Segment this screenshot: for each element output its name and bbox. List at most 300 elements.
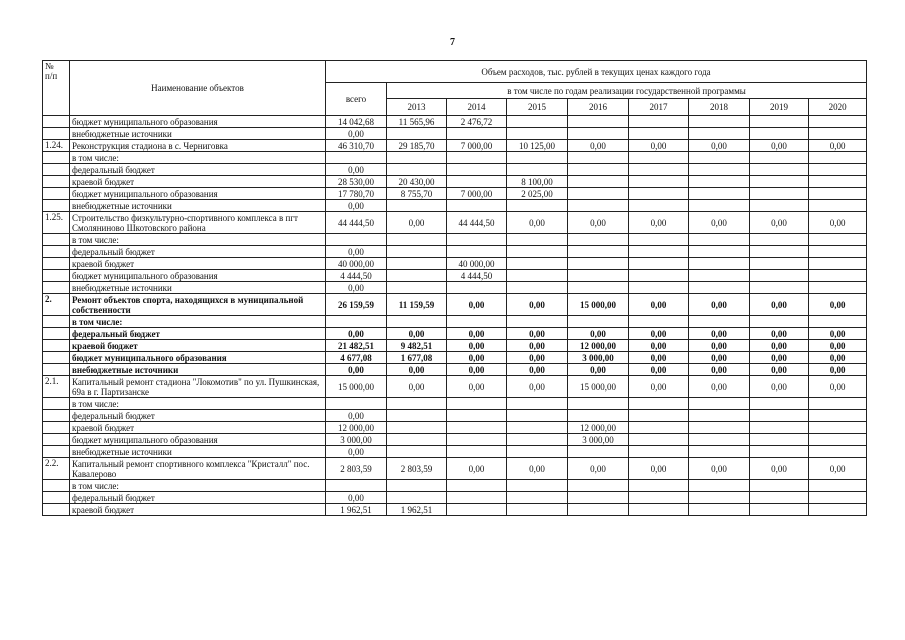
cell-year-2014 [447, 164, 507, 176]
table-row [43, 152, 867, 164]
table-body [43, 116, 867, 516]
table-row [43, 446, 867, 458]
cell-year-2020 [809, 434, 867, 446]
row-index [43, 340, 70, 352]
table-row [43, 188, 867, 200]
cell-year-2017 [629, 410, 689, 422]
cell-year-2016 [568, 200, 629, 212]
cell-year-2017: 0,00 [629, 376, 689, 398]
cell-year-2014 [447, 234, 507, 246]
row-name: краевой бюджет [70, 176, 326, 188]
cell-total: 14 042,68 [326, 116, 387, 128]
cell-total: 12 000,00 [326, 422, 387, 434]
cell-year-2013 [387, 492, 447, 504]
cell-year-2014 [447, 480, 507, 492]
cell-year-2014: 0,00 [447, 340, 507, 352]
cell-year-2016 [568, 492, 629, 504]
cell-year-2015 [507, 492, 568, 504]
row-name: бюджет муниципального образования [70, 352, 326, 364]
cell-total: 46 310,70 [326, 140, 387, 152]
cell-year-2018 [689, 128, 750, 140]
table-row [43, 398, 867, 410]
row-name: внебюджетные источники [70, 128, 326, 140]
cell-year-2013: 8 755,70 [387, 188, 447, 200]
cell-year-2020 [809, 446, 867, 458]
cell-year-2014: 0,00 [447, 364, 507, 376]
cell-year-2017: 0,00 [629, 352, 689, 364]
cell-year-2018 [689, 176, 750, 188]
cell-year-2014: 0,00 [447, 352, 507, 364]
cell-year-2013 [387, 398, 447, 410]
cell-year-2016 [568, 282, 629, 294]
cell-year-2014 [447, 434, 507, 446]
cell-year-2015 [507, 410, 568, 422]
cell-year-2015: 0,00 [507, 458, 568, 480]
header-year-2013: 2013 [387, 99, 447, 116]
cell-year-2014 [447, 316, 507, 328]
cell-total: 4 677,08 [326, 352, 387, 364]
header-object-name: Наименование объектов [70, 61, 326, 116]
cell-total: 3 000,00 [326, 434, 387, 446]
cell-total: 21 482,51 [326, 340, 387, 352]
row-index [43, 352, 70, 364]
cell-year-2018: 0,00 [689, 364, 750, 376]
cell-total: 0,00 [326, 164, 387, 176]
cell-year-2020: 0,00 [809, 294, 867, 316]
cell-year-2013: 11 565,96 [387, 116, 447, 128]
cell-year-2017 [629, 188, 689, 200]
cell-year-2019: 0,00 [750, 340, 809, 352]
row-name: внебюджетные источники [70, 200, 326, 212]
row-name: Капитальный ремонт спортивного комплекса "Кристалл" пос. Кавалерово [70, 458, 326, 480]
table-row [43, 434, 867, 446]
cell-year-2018 [689, 116, 750, 128]
row-index [43, 492, 70, 504]
cell-total [326, 316, 387, 328]
cell-year-2015 [507, 116, 568, 128]
cell-year-2018 [689, 188, 750, 200]
page-number: 7 [450, 37, 455, 48]
cell-year-2019: 0,00 [750, 212, 809, 234]
cell-total: 0,00 [326, 128, 387, 140]
row-name: федеральный бюджет [70, 492, 326, 504]
cell-year-2020: 0,00 [809, 352, 867, 364]
cell-year-2019 [750, 188, 809, 200]
row-name: Строительство физкультурно-спортивного комплекса в пгт Смоляниново Шкотовского района [70, 212, 326, 234]
row-index [43, 328, 70, 340]
cell-year-2013 [387, 200, 447, 212]
cell-year-2019: 0,00 [750, 376, 809, 398]
row-index: 2. [43, 294, 70, 316]
row-index [43, 200, 70, 212]
cell-year-2013 [387, 258, 447, 270]
table-row [43, 140, 867, 152]
cell-year-2016 [568, 480, 629, 492]
cell-year-2016 [568, 116, 629, 128]
expenses-table [42, 60, 867, 516]
cell-year-2013: 0,00 [387, 328, 447, 340]
cell-year-2018 [689, 234, 750, 246]
cell-year-2017 [629, 398, 689, 410]
cell-total: 0,00 [326, 246, 387, 258]
cell-total: 0,00 [326, 282, 387, 294]
cell-year-2013: 1 677,08 [387, 352, 447, 364]
cell-year-2018 [689, 480, 750, 492]
header-year-2016: 2016 [568, 99, 629, 116]
cell-year-2018 [689, 410, 750, 422]
cell-year-2014: 0,00 [447, 294, 507, 316]
cell-year-2017: 0,00 [629, 140, 689, 152]
cell-year-2017 [629, 200, 689, 212]
cell-total: 1 962,51 [326, 504, 387, 516]
cell-year-2017 [629, 234, 689, 246]
cell-year-2019 [750, 434, 809, 446]
cell-year-2013 [387, 434, 447, 446]
cell-year-2019 [750, 200, 809, 212]
cell-year-2015 [507, 316, 568, 328]
cell-year-2014 [447, 410, 507, 422]
cell-year-2017 [629, 258, 689, 270]
table-row [43, 410, 867, 422]
cell-year-2014: 0,00 [447, 376, 507, 398]
cell-total: 15 000,00 [326, 376, 387, 398]
cell-year-2015: 0,00 [507, 340, 568, 352]
table-row [43, 294, 867, 316]
cell-year-2017: 0,00 [629, 340, 689, 352]
table-row [43, 212, 867, 234]
cell-total: 44 444,50 [326, 212, 387, 234]
cell-year-2013 [387, 152, 447, 164]
cell-year-2014: 7 000,00 [447, 188, 507, 200]
table-row [43, 258, 867, 270]
cell-year-2016: 0,00 [568, 212, 629, 234]
cell-year-2015 [507, 270, 568, 282]
table-row [43, 200, 867, 212]
cell-year-2016 [568, 258, 629, 270]
row-name: федеральный бюджет [70, 410, 326, 422]
row-name: в том числе: [70, 316, 326, 328]
table-row [43, 328, 867, 340]
cell-year-2014 [447, 152, 507, 164]
cell-total: 0,00 [326, 446, 387, 458]
table-header [43, 61, 867, 116]
cell-year-2020 [809, 398, 867, 410]
cell-year-2017 [629, 116, 689, 128]
row-name: бюджет муниципального образования [70, 434, 326, 446]
cell-total: 26 159,59 [326, 294, 387, 316]
row-index: 1.25. [43, 212, 70, 234]
cell-year-2020 [809, 116, 867, 128]
cell-year-2019 [750, 504, 809, 516]
cell-year-2019: 0,00 [750, 294, 809, 316]
cell-year-2017: 0,00 [629, 364, 689, 376]
header-by-years: в том числе по годам реализации государственной программы [387, 83, 867, 99]
cell-year-2013 [387, 422, 447, 434]
cell-year-2020 [809, 164, 867, 176]
row-index [43, 398, 70, 410]
row-index [43, 446, 70, 458]
row-index [43, 422, 70, 434]
cell-year-2020: 0,00 [809, 212, 867, 234]
cell-year-2017 [629, 316, 689, 328]
header-number: № п/п [43, 61, 70, 116]
cell-year-2013: 2 803,59 [387, 458, 447, 480]
cell-year-2015: 2 025,00 [507, 188, 568, 200]
cell-year-2020: 0,00 [809, 458, 867, 480]
cell-year-2015 [507, 398, 568, 410]
row-index [43, 258, 70, 270]
cell-year-2016: 3 000,00 [568, 434, 629, 446]
row-name: в том числе: [70, 234, 326, 246]
cell-year-2017 [629, 270, 689, 282]
cell-year-2017 [629, 492, 689, 504]
cell-year-2018 [689, 446, 750, 458]
cell-year-2016 [568, 188, 629, 200]
cell-year-2013: 1 962,51 [387, 504, 447, 516]
header-year-2018: 2018 [689, 99, 750, 116]
row-name: внебюджетные источники [70, 446, 326, 458]
cell-year-2018 [689, 164, 750, 176]
cell-year-2016: 0,00 [568, 140, 629, 152]
cell-year-2017 [629, 422, 689, 434]
cell-total [326, 152, 387, 164]
cell-total [326, 234, 387, 246]
cell-year-2017 [629, 176, 689, 188]
cell-year-2019 [750, 410, 809, 422]
row-index [43, 152, 70, 164]
row-index: 2.1. [43, 376, 70, 398]
cell-year-2015: 0,00 [507, 212, 568, 234]
cell-total: 0,00 [326, 364, 387, 376]
cell-year-2015 [507, 164, 568, 176]
row-name: краевой бюджет [70, 340, 326, 352]
cell-year-2015: 0,00 [507, 328, 568, 340]
cell-year-2014 [447, 282, 507, 294]
cell-year-2013 [387, 234, 447, 246]
row-name: в том числе: [70, 152, 326, 164]
header-year-2014: 2014 [447, 99, 507, 116]
cell-year-2015: 0,00 [507, 364, 568, 376]
cell-year-2020 [809, 234, 867, 246]
cell-year-2020: 0,00 [809, 364, 867, 376]
cell-year-2019 [750, 270, 809, 282]
cell-year-2013 [387, 164, 447, 176]
row-index [43, 164, 70, 176]
cell-year-2015: 8 100,00 [507, 176, 568, 188]
table-row [43, 458, 867, 480]
cell-year-2018 [689, 504, 750, 516]
cell-year-2018: 0,00 [689, 352, 750, 364]
row-name: бюджет муниципального образования [70, 116, 326, 128]
row-index [43, 282, 70, 294]
cell-year-2019: 0,00 [750, 140, 809, 152]
cell-year-2018 [689, 258, 750, 270]
row-index [43, 176, 70, 188]
table-row [43, 492, 867, 504]
cell-year-2016 [568, 504, 629, 516]
cell-year-2020: 0,00 [809, 376, 867, 398]
row-index [43, 234, 70, 246]
header-year-2015: 2015 [507, 99, 568, 116]
row-name: внебюджетные источники [70, 282, 326, 294]
row-index [43, 188, 70, 200]
header-year-2020: 2020 [809, 99, 867, 116]
cell-year-2020: 0,00 [809, 340, 867, 352]
cell-total: 0,00 [326, 492, 387, 504]
table-row [43, 234, 867, 246]
cell-year-2019: 0,00 [750, 328, 809, 340]
cell-year-2017: 0,00 [629, 328, 689, 340]
cell-year-2016 [568, 270, 629, 282]
cell-year-2016 [568, 152, 629, 164]
cell-total: 17 780,70 [326, 188, 387, 200]
row-name: краевой бюджет [70, 422, 326, 434]
cell-year-2016: 0,00 [568, 458, 629, 480]
cell-year-2014: 40 000,00 [447, 258, 507, 270]
cell-year-2016 [568, 234, 629, 246]
cell-year-2020 [809, 316, 867, 328]
cell-year-2019 [750, 446, 809, 458]
cell-year-2019 [750, 316, 809, 328]
cell-year-2018 [689, 316, 750, 328]
cell-year-2013: 9 482,51 [387, 340, 447, 352]
cell-year-2016 [568, 316, 629, 328]
row-index: 1.24. [43, 140, 70, 152]
table-row [43, 364, 867, 376]
cell-year-2015 [507, 200, 568, 212]
cell-year-2014 [447, 128, 507, 140]
cell-year-2013 [387, 128, 447, 140]
cell-year-2014 [447, 504, 507, 516]
cell-year-2017 [629, 446, 689, 458]
row-name: Ремонт объектов спорта, находящихся в муниципальной собственности [70, 294, 326, 316]
cell-year-2018 [689, 492, 750, 504]
cell-year-2017: 0,00 [629, 458, 689, 480]
cell-year-2015 [507, 504, 568, 516]
cell-year-2018: 0,00 [689, 294, 750, 316]
cell-year-2017 [629, 480, 689, 492]
cell-year-2017 [629, 504, 689, 516]
cell-total: 40 000,00 [326, 258, 387, 270]
cell-total: 0,00 [326, 200, 387, 212]
cell-year-2016: 15 000,00 [568, 294, 629, 316]
row-name: краевой бюджет [70, 504, 326, 516]
row-name: федеральный бюджет [70, 246, 326, 258]
row-name: бюджет муниципального образования [70, 188, 326, 200]
row-name: федеральный бюджет [70, 328, 326, 340]
cell-year-2020 [809, 188, 867, 200]
cell-year-2013: 0,00 [387, 364, 447, 376]
header-year-2017: 2017 [629, 99, 689, 116]
cell-year-2018: 0,00 [689, 328, 750, 340]
row-index [43, 270, 70, 282]
cell-year-2016 [568, 128, 629, 140]
cell-year-2020 [809, 258, 867, 270]
cell-total [326, 398, 387, 410]
row-name: Реконструкция стадиона в с. Черниговка [70, 140, 326, 152]
cell-year-2017 [629, 152, 689, 164]
table-row [43, 504, 867, 516]
cell-year-2016 [568, 164, 629, 176]
cell-year-2013: 11 159,59 [387, 294, 447, 316]
cell-year-2020 [809, 282, 867, 294]
cell-year-2015: 0,00 [507, 376, 568, 398]
cell-year-2018 [689, 422, 750, 434]
cell-year-2019 [750, 398, 809, 410]
cell-year-2019 [750, 152, 809, 164]
cell-year-2017 [629, 128, 689, 140]
cell-year-2013 [387, 270, 447, 282]
header-expense-volume: Объем расходов, тыс. рублей в текущих ценах каждого года [326, 61, 867, 83]
cell-year-2013 [387, 446, 447, 458]
cell-year-2017: 0,00 [629, 294, 689, 316]
cell-year-2016: 3 000,00 [568, 352, 629, 364]
cell-year-2020 [809, 504, 867, 516]
cell-year-2019 [750, 492, 809, 504]
cell-year-2019 [750, 258, 809, 270]
row-name: краевой бюджет [70, 258, 326, 270]
cell-year-2018 [689, 270, 750, 282]
cell-year-2016: 15 000,00 [568, 376, 629, 398]
cell-year-2015 [507, 246, 568, 258]
cell-year-2013 [387, 246, 447, 258]
row-index [43, 246, 70, 258]
cell-year-2015 [507, 434, 568, 446]
cell-year-2014: 7 000,00 [447, 140, 507, 152]
header-total: всего [326, 83, 387, 116]
cell-year-2019 [750, 128, 809, 140]
cell-year-2015: 10 125,00 [507, 140, 568, 152]
cell-year-2016 [568, 446, 629, 458]
cell-year-2015 [507, 480, 568, 492]
row-index: 2.2. [43, 458, 70, 480]
cell-year-2014 [447, 176, 507, 188]
cell-year-2018: 0,00 [689, 140, 750, 152]
cell-year-2018 [689, 200, 750, 212]
table-row [43, 422, 867, 434]
cell-year-2020: 0,00 [809, 328, 867, 340]
table-row [43, 316, 867, 328]
cell-year-2019: 0,00 [750, 352, 809, 364]
cell-year-2018 [689, 152, 750, 164]
cell-year-2019 [750, 282, 809, 294]
cell-year-2014 [447, 246, 507, 258]
cell-year-2014 [447, 492, 507, 504]
table-row [43, 270, 867, 282]
cell-year-2013: 0,00 [387, 376, 447, 398]
cell-year-2013: 20 430,00 [387, 176, 447, 188]
cell-total: 4 444,50 [326, 270, 387, 282]
row-index [43, 410, 70, 422]
cell-year-2014: 44 444,50 [447, 212, 507, 234]
cell-year-2016: 12 000,00 [568, 340, 629, 352]
cell-year-2019 [750, 116, 809, 128]
cell-year-2016 [568, 398, 629, 410]
header-year-2019: 2019 [750, 99, 809, 116]
cell-year-2015 [507, 422, 568, 434]
cell-year-2017: 0,00 [629, 212, 689, 234]
cell-year-2018 [689, 282, 750, 294]
row-index [43, 316, 70, 328]
cell-year-2020 [809, 128, 867, 140]
cell-year-2018 [689, 434, 750, 446]
cell-year-2017 [629, 282, 689, 294]
row-name: бюджет муниципального образования [70, 270, 326, 282]
row-name: внебюджетные источники [70, 364, 326, 376]
cell-year-2016 [568, 246, 629, 258]
cell-year-2019: 0,00 [750, 364, 809, 376]
cell-year-2014 [447, 446, 507, 458]
